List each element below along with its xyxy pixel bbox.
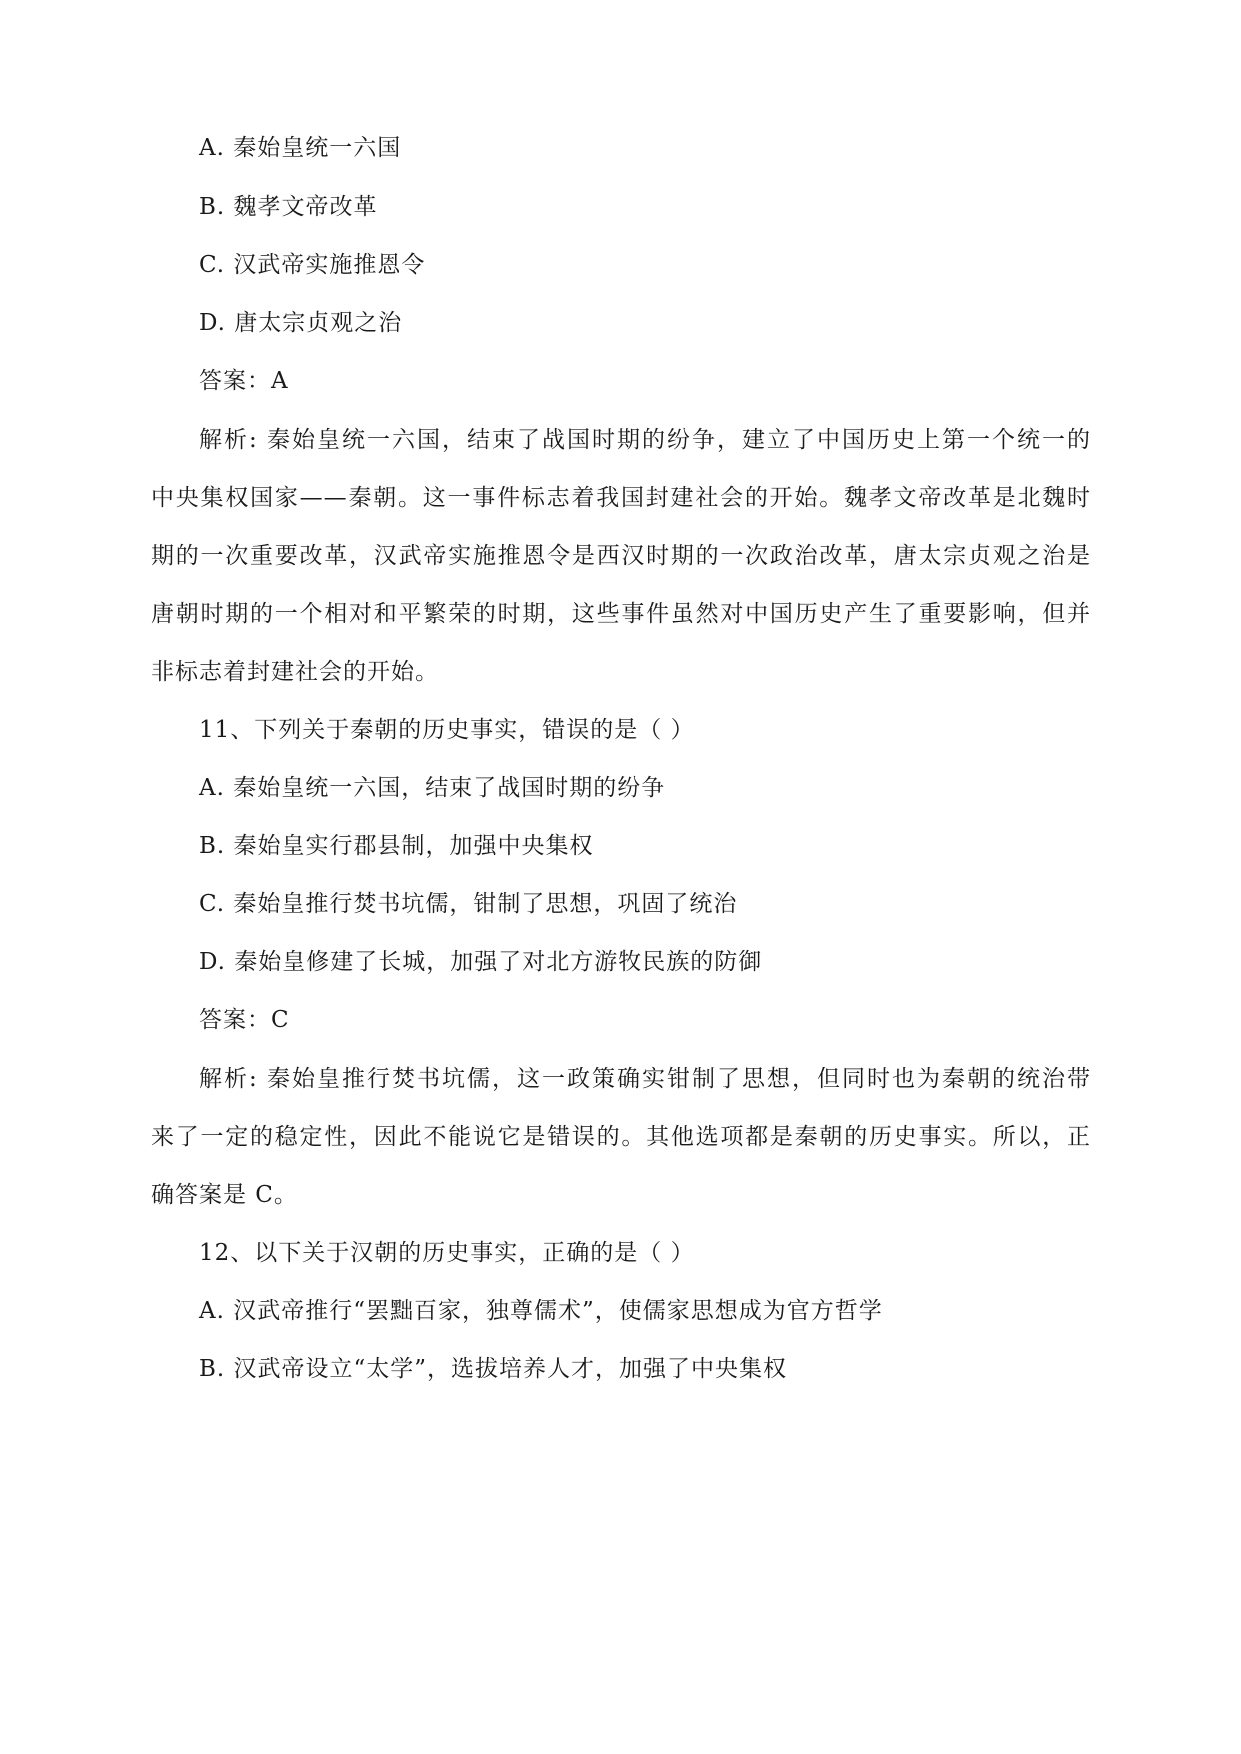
q10-option-a: A. 秦始皇统一六国 — [199, 135, 402, 161]
q10-answer: 答案：A — [199, 368, 289, 394]
q11-answer: 答案：C — [199, 1007, 290, 1033]
q10-analysis-line-5: 非标志着封建社会的开始。 — [151, 659, 439, 685]
q10-option-d: D. 唐太宗贞观之治 — [199, 310, 403, 336]
q11-analysis-line-2: 来了一定的稳定性，因此不能说它是错误的。其他选项都是秦朝的历史事实。所以，正 — [151, 1124, 1091, 1150]
q10-analysis-line-4: 唐朝时期的一个相对和平繁荣的时期，这些事件虽然对中国历史产生了重要影响，但并 — [151, 601, 1091, 627]
q11-option-c: C. 秦始皇推行焚书坑儒，钳制了思想，巩固了统治 — [199, 891, 738, 917]
q11-question: 11、下列关于秦朝的历史事实，错误的是（ ） — [199, 717, 695, 743]
q12-question: 12、以下关于汉朝的历史事实，正确的是（ ） — [199, 1240, 695, 1266]
q10-analysis-line-1: 解析: 秦始皇统一六国，结束了战国时期的纷争，建立了中国历史上第一个统一的 — [199, 427, 1091, 453]
q10-analysis-line-2: 中央集权国家——秦朝。这一事件标志着我国封建社会的开始。魏孝文帝改革是北魏时 — [151, 485, 1091, 511]
q12-option-b: B. 汉武帝设立“太学”，选拔培养人才，加强了中央集权 — [199, 1356, 788, 1382]
q11-analysis-line-3: 确答案是 C。 — [151, 1182, 298, 1208]
q11-option-a: A. 秦始皇统一六国，结束了战国时期的纷争 — [199, 775, 666, 801]
q10-analysis-line-3: 期的一次重要改革，汉武帝实施推恩令是西汉时期的一次政治改革，唐太宗贞观之治是 — [151, 543, 1091, 569]
q10-option-b: B. 魏孝文帝改革 — [199, 194, 378, 220]
q12-option-a: A. 汉武帝推行“罢黜百家，独尊儒术”，使儒家思想成为官方哲学 — [199, 1298, 883, 1324]
q10-option-c: C. 汉武帝实施推恩令 — [199, 252, 426, 278]
q11-option-d: D. 秦始皇修建了长城，加强了对北方游牧民族的防御 — [199, 949, 763, 975]
q11-option-b: B. 秦始皇实行郡县制，加强中央集权 — [199, 833, 594, 859]
q11-analysis-line-1: 解析: 秦始皇推行焚书坑儒，这一政策确实钳制了思想，但同时也为秦朝的统治带 — [199, 1066, 1091, 1092]
